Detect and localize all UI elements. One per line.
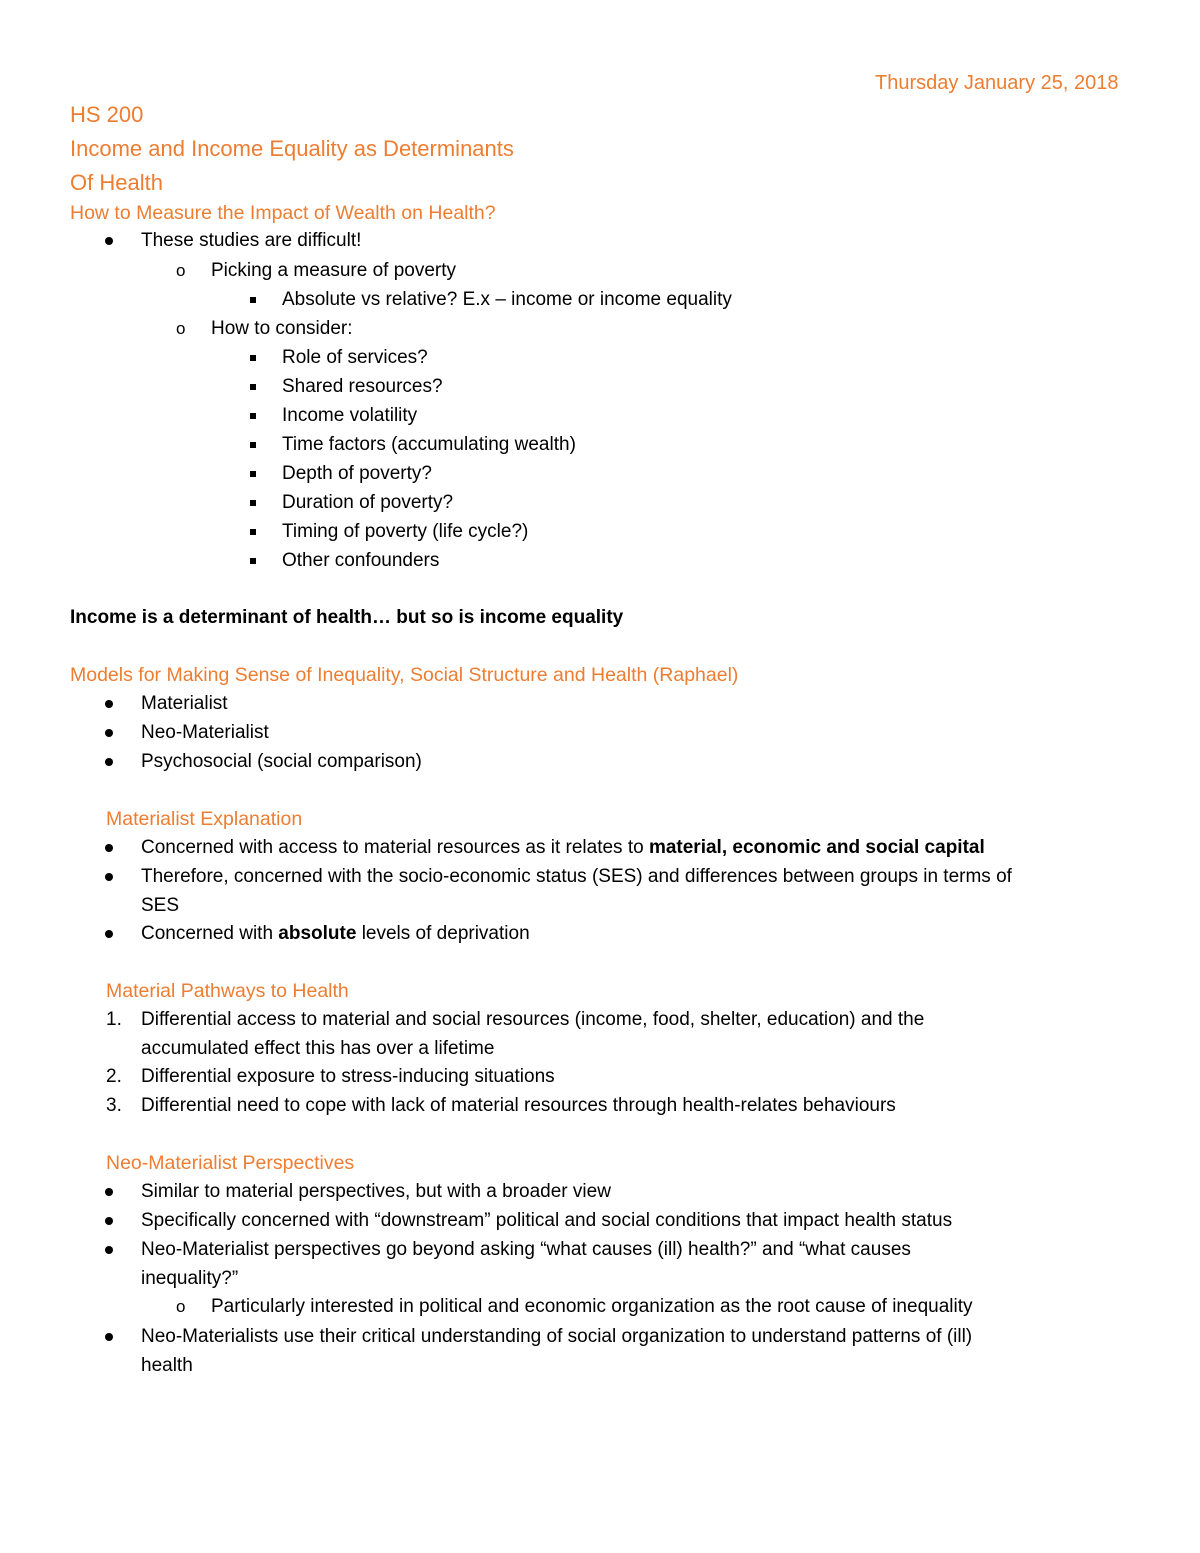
list-item-text: Concerned with access to material resources as it relates to [141, 837, 649, 858]
circle-bullet-icon: o [176, 261, 186, 280]
course-code: HS 200 [70, 102, 144, 127]
list-item: Neo-Materialist perspectives go beyond asking “what causes (ill) health?” and “what causes [141, 1239, 911, 1260]
list-number: 2. [106, 1066, 122, 1087]
title-line-1: Income and Income Equality as Determinants [70, 136, 514, 161]
list-number: 3. [106, 1095, 122, 1116]
list-item-continuation: inequality?” [141, 1268, 239, 1289]
emphasis-text: absolute [278, 923, 357, 944]
list-item: Role of services? [282, 347, 428, 368]
list-item: Absolute vs relative? E.x – income or income equality [282, 289, 732, 310]
list-item: Similar to material perspectives, but with a broader view [141, 1181, 611, 1202]
bullet-icon [105, 758, 113, 766]
list-item [141, 837, 985, 859]
square-bullet-icon [250, 413, 256, 419]
square-bullet-icon [250, 500, 256, 506]
section-heading-neo-materialist: Neo-Materialist Perspectives [106, 1152, 355, 1174]
bullet-icon [105, 237, 113, 245]
list-item [141, 923, 530, 945]
bullet-icon [105, 729, 113, 737]
list-item: Neo-Materialists use their critical understanding of social organization to understand patterns of (ill) [141, 1326, 973, 1347]
list-item: Picking a measure of poverty [211, 260, 457, 281]
list-item: Materialist [141, 693, 228, 714]
list-item-continuation: health [141, 1355, 193, 1376]
list-item: How to consider: [211, 318, 353, 339]
section-heading-materialist: Materialist Explanation [106, 808, 303, 830]
square-bullet-icon [250, 297, 256, 303]
list-item-text: Concerned with [141, 923, 279, 944]
section-heading-models: Models for Making Sense of Inequality, Social Structure and Health (Raphael) [70, 664, 739, 686]
list-item: Depth of poverty? [282, 463, 432, 484]
list-item: Differential need to cope with lack of material resources through health-relates behaviours [141, 1095, 896, 1116]
list-item: Timing of poverty (life cycle?) [282, 521, 529, 542]
list-item: These studies are difficult! [141, 230, 362, 251]
list-item: Other confounders [282, 550, 440, 571]
section-heading-measure: How to Measure the Impact of Wealth on Health? [70, 202, 496, 224]
bullet-icon [105, 700, 113, 708]
list-item: Differential exposure to stress-inducing situations [141, 1066, 555, 1087]
square-bullet-icon [250, 442, 256, 448]
bullet-icon [105, 930, 113, 938]
bullet-icon [105, 1188, 113, 1196]
square-bullet-icon [250, 471, 256, 477]
list-item-text: levels of deprivation [356, 923, 530, 944]
list-item: Neo-Materialist [141, 722, 269, 743]
bullet-icon [105, 873, 113, 881]
list-item: Time factors (accumulating wealth) [282, 434, 576, 455]
bullet-icon [105, 844, 113, 852]
date: Thursday January 25, 2018 [875, 72, 1119, 94]
list-item: Specifically concerned with “downstream” political and social conditions that impact health status [141, 1210, 953, 1231]
list-item: Particularly interested in political and economic organization as the root cause of inequality [211, 1296, 973, 1317]
list-item: Duration of poverty? [282, 492, 454, 513]
circle-bullet-icon: o [176, 319, 186, 338]
square-bullet-icon [250, 355, 256, 361]
emphasis-text: material, economic and social capital [648, 837, 985, 858]
list-item: Shared resources? [282, 376, 443, 397]
list-item-continuation: SES [141, 895, 180, 916]
bullet-icon [105, 1246, 113, 1254]
list-item: Income volatility [282, 405, 418, 426]
bullet-icon [105, 1217, 113, 1225]
list-item: Psychosocial (social comparison) [141, 751, 422, 772]
bullet-icon [105, 1333, 113, 1341]
list-number: 1. [106, 1009, 122, 1030]
list-item-continuation: accumulated effect this has over a lifetime [141, 1038, 495, 1059]
circle-bullet-icon: o [176, 1297, 186, 1316]
list-item: Therefore, concerned with the socio-economic status (SES) and differences between groups in terms of [141, 866, 1012, 887]
section-heading-pathways: Material Pathways to Health [106, 980, 349, 1002]
square-bullet-icon [250, 384, 256, 390]
list-item: Differential access to material and social resources (income, food, shelter, education) and the [141, 1009, 925, 1030]
title-line-2: Of Health [70, 170, 163, 195]
key-statement: Income is a determinant of health… but so is income equality [70, 607, 624, 628]
square-bullet-icon [250, 558, 256, 564]
square-bullet-icon [250, 529, 256, 535]
